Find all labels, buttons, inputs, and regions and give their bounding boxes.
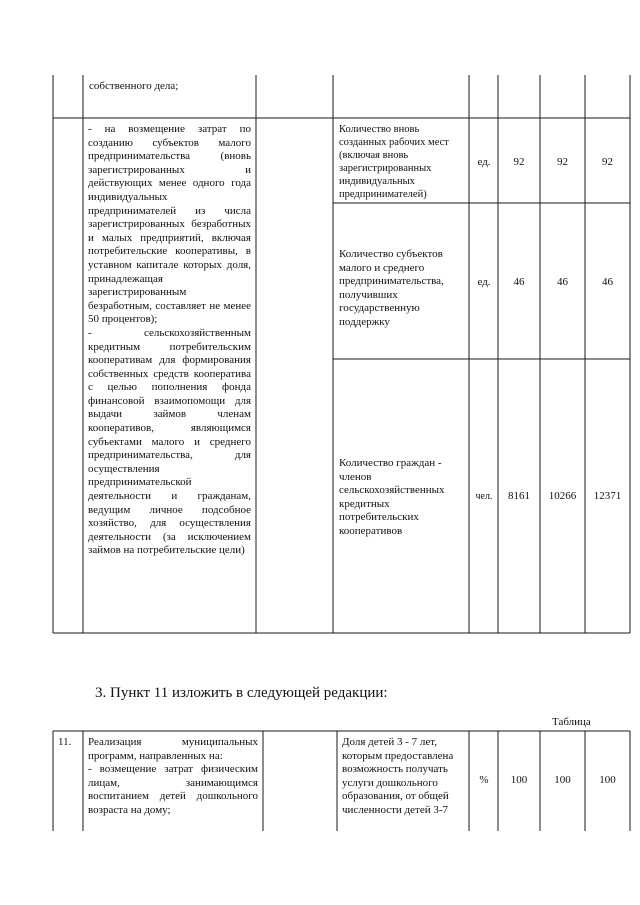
bottom-row-value-3: 100 bbox=[599, 774, 616, 786]
bottom-row-number: 11. bbox=[58, 736, 72, 748]
indicator-1-name: Количество вновь созданных рабочих мест (включая вновь зарегистрированных индивидуальных предпринимателей) bbox=[339, 124, 449, 200]
indicator-3-name: Количество граждан - членов сельскохозяйственных кредитных потребительских кооперативов bbox=[339, 457, 445, 537]
indicator-1-value-3: 92 bbox=[602, 156, 613, 168]
indicator-3-value-3: 12371 bbox=[593, 490, 622, 502]
first-row-activity-text: собственного дела; bbox=[89, 80, 179, 92]
indicator-3-value-1: 8161 bbox=[508, 490, 530, 502]
bottom-row-value-1: 100 bbox=[510, 774, 528, 786]
indicator-1-value-2: 92 bbox=[557, 156, 568, 168]
bottom-row-value-2: 100 bbox=[554, 774, 571, 786]
indicator-2-value-3: 46 bbox=[602, 276, 613, 288]
bottom-row-indicator: Доля детей 3 - 7 лет, которым предоставлена возможность получать услуги дошкольного образования, от общей численности детей 3-7 bbox=[342, 736, 454, 816]
indicator-2-value-2: 46 bbox=[557, 276, 568, 288]
main-row-activity-text: - на возмещение затрат по созданию субъектов малого предпринимательства (вновь зарегистрированных и действующих менее одного года индивидуальных предпринимателей из числа зарегистрированных безработных и малых предприятий, включая потребительские кооперативы, в уставном капитале которых доля, принадлежащая зарегистрированным безработным, составляет не менее 50 процентов); - сельскохозяйственным кредитным потребительским кооперативам для формирования собственных средств кооператива с целью пополнения фонда финансовой взаимопомощи для выдачи займов членам кооперативов, являющимся субъектами малого и среднего предпринимательства, для осуществления предпринимательской деятельности и гражданам, ведущим личное подсобное хозяйство, для осуществления деятельности (за исключением займов на потребительские цели) bbox=[88, 123, 251, 557]
indicator-3-value-2: 10266 bbox=[548, 490, 577, 502]
section-heading: 3. Пункт 11 изложить в следующей редакции: bbox=[95, 685, 388, 701]
bottom-row-unit: % bbox=[479, 774, 489, 786]
indicator-2-value-1: 46 bbox=[513, 276, 525, 288]
indicator-3-unit: чел. bbox=[475, 491, 493, 502]
indicator-1-unit: ед. bbox=[477, 156, 491, 168]
table-caption: Таблица bbox=[552, 716, 591, 728]
bottom-row-activity-text: Реализация муниципальных программ, направленных на: - возмещение затрат физическим лицам, занимающимся воспитанием детей дошкольного возраста на дому; bbox=[88, 736, 258, 816]
indicator-1-value-1: 92 bbox=[513, 156, 525, 168]
indicator-2-name: Количество субъектов малого и среднего предпринимательства, получивших государственную поддержку bbox=[339, 248, 444, 328]
indicator-2-unit: ед. bbox=[477, 276, 491, 288]
